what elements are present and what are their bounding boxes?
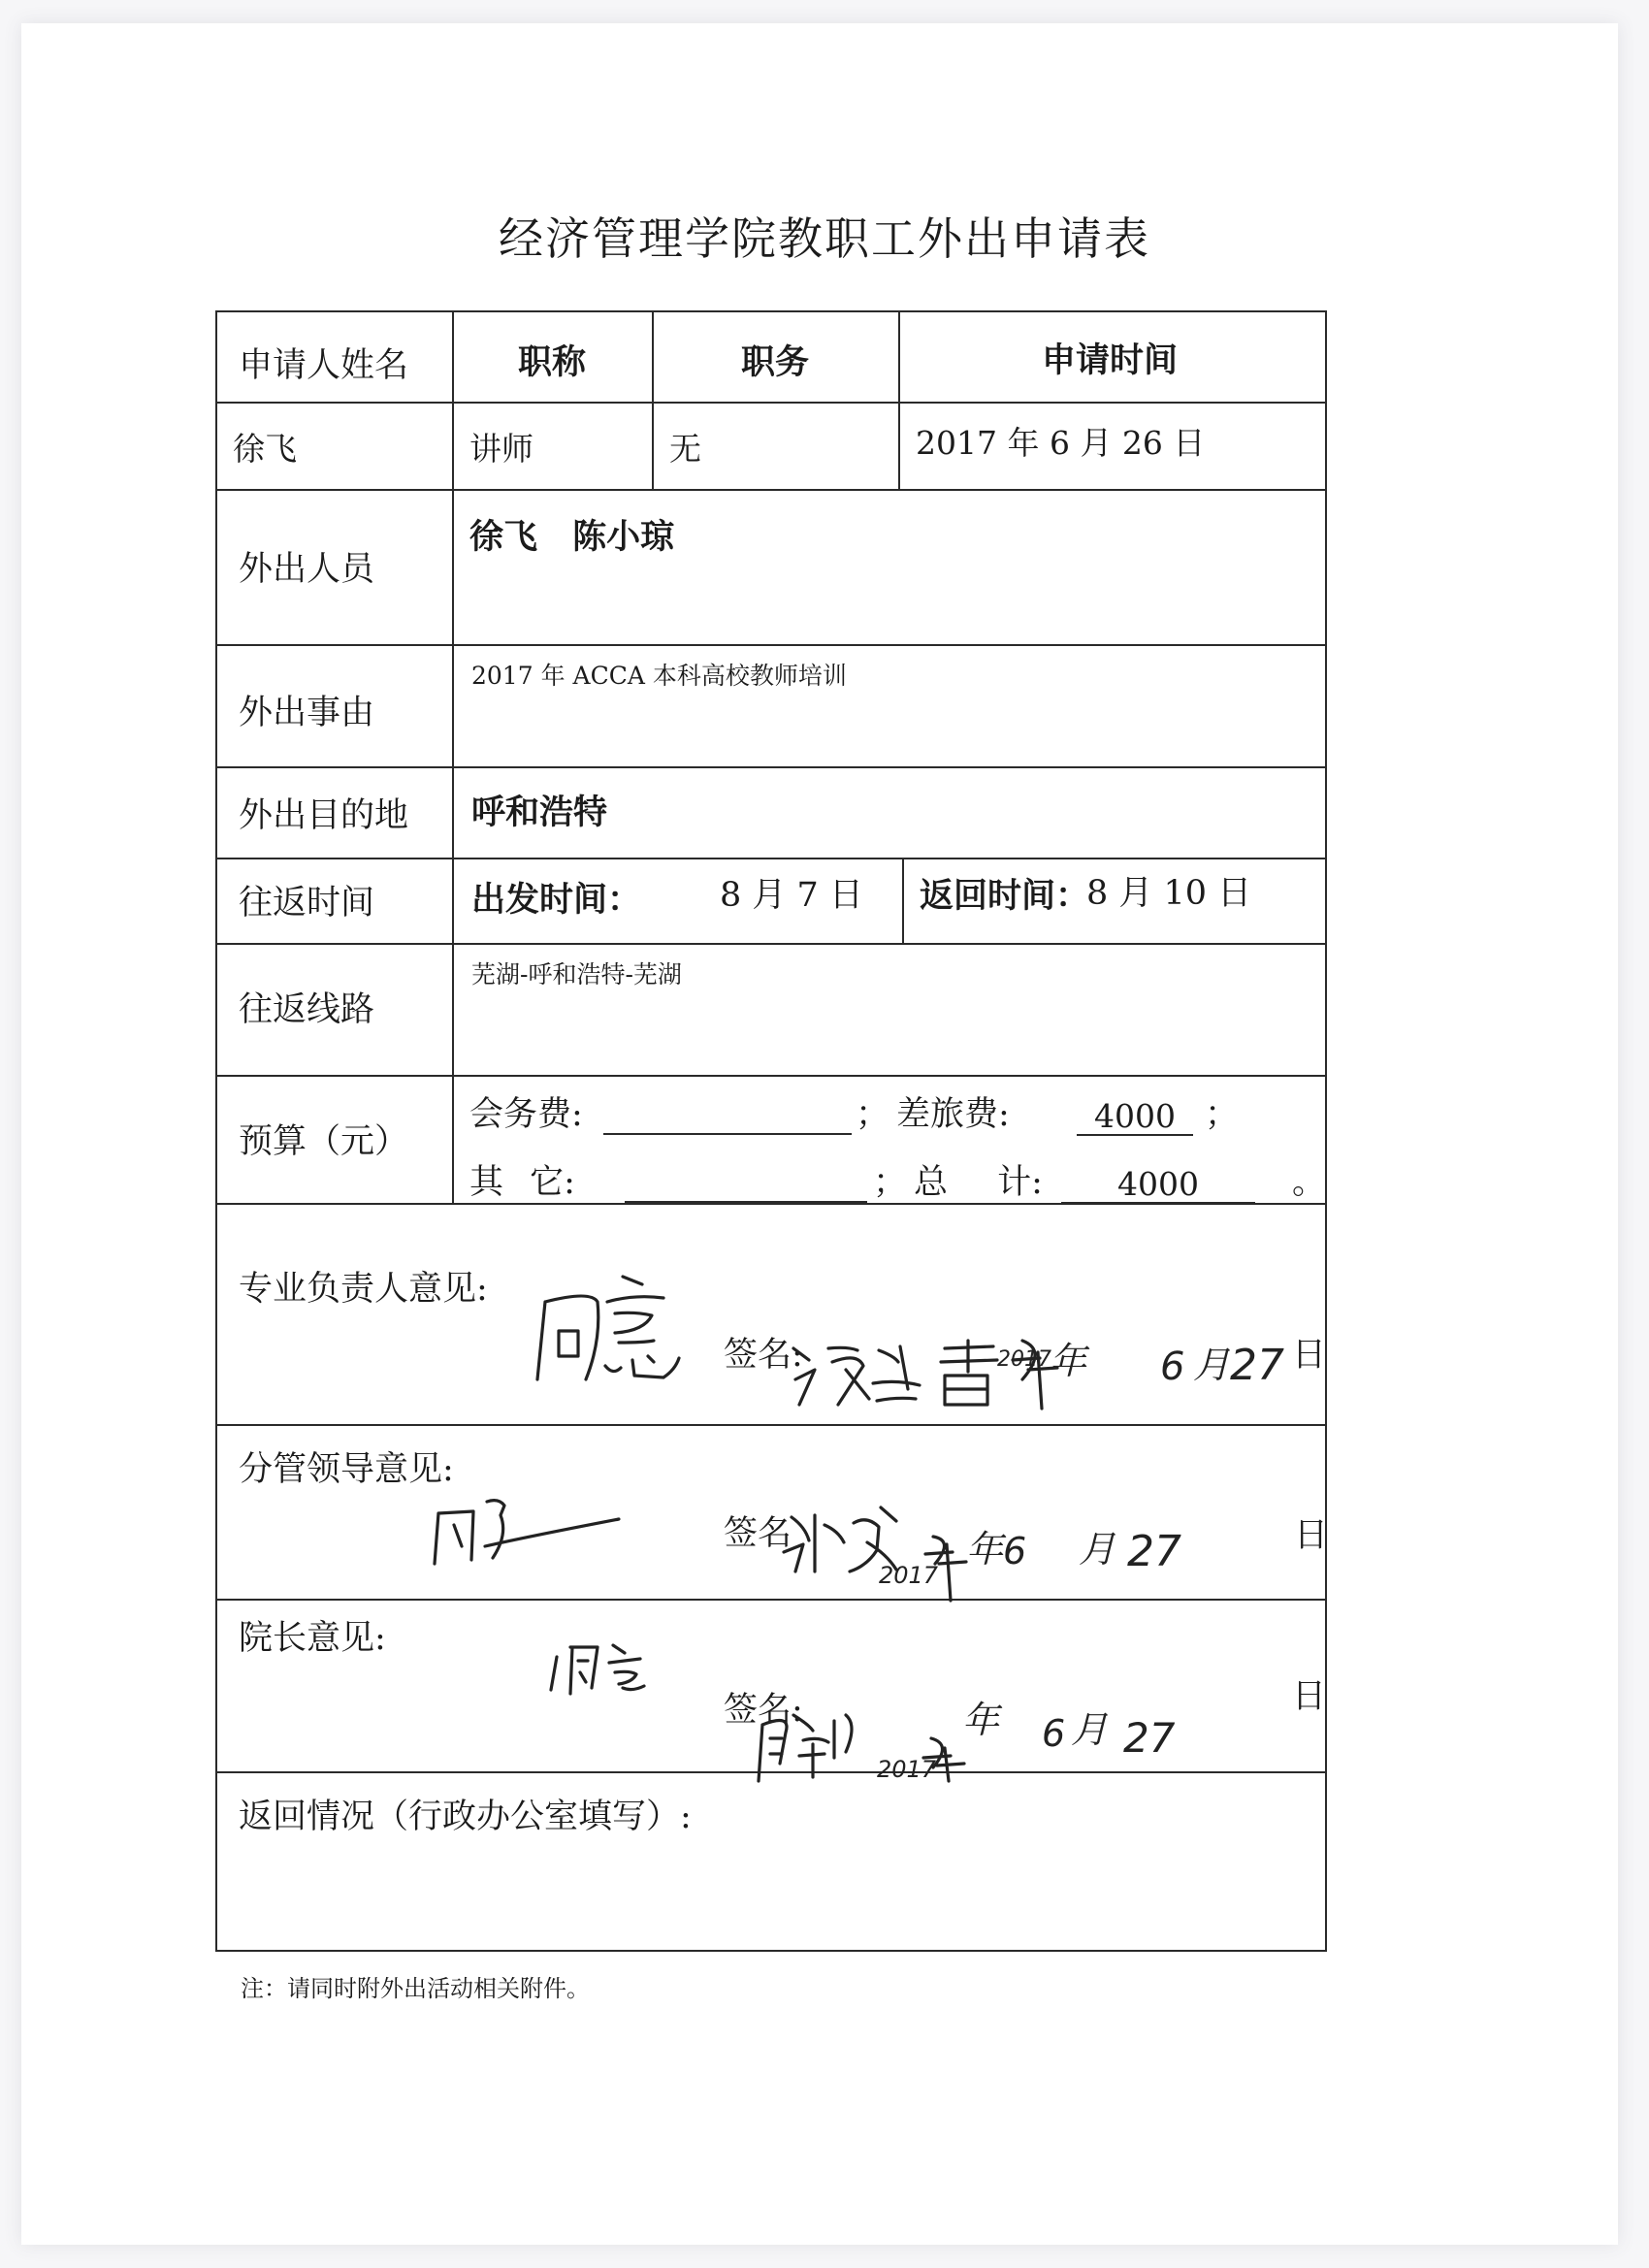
destination-value: 呼和浩特 (471, 793, 608, 832)
label-column-divider (452, 312, 454, 1203)
approval-2-day: 27 (1127, 1527, 1181, 1576)
column-divider (898, 312, 900, 489)
travel-fee-label: 差旅费: (896, 1095, 1010, 1134)
application-date: 2017 年 6 月 26 日 (916, 424, 1206, 462)
budget-label: 预算（元） (239, 1122, 409, 1161)
return-value: 8 月 10 日 (1086, 874, 1252, 913)
separator: ； (1205, 1095, 1240, 1134)
reason-label: 外出事由 (239, 694, 375, 732)
approval-3-month: 6 (1042, 1712, 1066, 1755)
approval-2-handwriting (411, 1438, 1284, 1603)
column-divider (652, 312, 654, 489)
personnel-label: 外出人员 (239, 550, 375, 589)
svg-text:年: 年 (1050, 1340, 1087, 1382)
day-suffix: 日 (1292, 1677, 1327, 1716)
sign-label: 签名 (724, 1514, 792, 1553)
day-suffix: 日 (1294, 1516, 1329, 1555)
approval-3-year: 2017 (877, 1756, 937, 1783)
column-divider (902, 858, 904, 943)
row-divider (217, 489, 1327, 491)
other-fee-value (625, 1168, 867, 1208)
applicant-name: 徐飞 (233, 430, 297, 468)
personnel-value: 徐飞 陈小琼 (469, 517, 675, 557)
svg-text:月: 月 (1071, 1708, 1109, 1751)
approval-label-dean: 院长意见: (239, 1619, 386, 1658)
total-value: 4000 (1061, 1168, 1255, 1204)
row-divider (217, 766, 1327, 768)
separator: ； (873, 1163, 908, 1202)
approval-label-major: 专业负责人意见: (239, 1270, 488, 1309)
other-fee-label: 其 它: (469, 1163, 575, 1202)
approval-1-day: 27 (1230, 1341, 1284, 1390)
time-label: 往返时间 (239, 884, 375, 923)
approval-3-day: 27 (1123, 1714, 1176, 1762)
approval-2-year: 2017 (879, 1562, 939, 1589)
route-label: 往返线路 (239, 990, 375, 1029)
reason-value: 2017 年 ACCA 本科高校教师培训 (471, 662, 847, 690)
row-divider (217, 644, 1327, 646)
row-divider (217, 943, 1327, 945)
meeting-fee-label: 会务费: (469, 1095, 583, 1134)
approval-1-month: 6 (1160, 1345, 1185, 1389)
svg-text:年: 年 (962, 1699, 1000, 1741)
route-value: 芜湖-呼和浩特-芜湖 (471, 960, 682, 988)
day-suffix: 日 (1292, 1336, 1327, 1375)
row-divider (217, 1424, 1327, 1426)
header-position: 职务 (741, 342, 810, 382)
destination-label: 外出目的地 (239, 796, 409, 835)
header-date: 申请时间 (1042, 340, 1179, 380)
depart-label: 出发时间： (471, 880, 642, 920)
applicant-title-rank: 讲师 (469, 430, 534, 468)
sign-label: 签名: (724, 1691, 803, 1730)
footnote: 注：请同时附外出活动相关附件。 (241, 1975, 590, 2002)
application-form-table (215, 310, 1327, 1952)
approval-2-month: 6 (1003, 1530, 1027, 1572)
row-divider (217, 402, 1327, 404)
form-title: 经济管理学院教职工外出申请表 (499, 212, 1150, 265)
return-status-label: 返回情况（行政办公室填写）: (239, 1798, 692, 1836)
meeting-fee-value (603, 1100, 852, 1140)
separator: ； (856, 1095, 890, 1134)
period: 。 (1292, 1163, 1327, 1202)
row-divider (217, 1075, 1327, 1077)
approval-label-leader: 分管领导意见: (239, 1450, 454, 1489)
depart-value: 8 月 7 日 (720, 876, 863, 915)
header-title-rank: 职称 (518, 342, 587, 382)
applicant-position: 无 (669, 430, 701, 468)
svg-text:年: 年 (966, 1528, 1004, 1571)
approval-3-handwriting (537, 1618, 1294, 1783)
svg-text:月: 月 (1079, 1528, 1116, 1571)
svg-text:月: 月 (1193, 1344, 1231, 1386)
row-divider (217, 858, 1327, 859)
approval-1-handwriting (508, 1234, 1284, 1409)
sign-label: 签名: (724, 1336, 803, 1375)
travel-fee-value: 4000 (1077, 1100, 1193, 1136)
approval-1-year: 2017 (997, 1347, 1051, 1372)
total-label: 总 计: (914, 1163, 1043, 1202)
header-name: 申请人姓名 (239, 346, 409, 385)
return-label: 返回时间： (920, 876, 1090, 916)
